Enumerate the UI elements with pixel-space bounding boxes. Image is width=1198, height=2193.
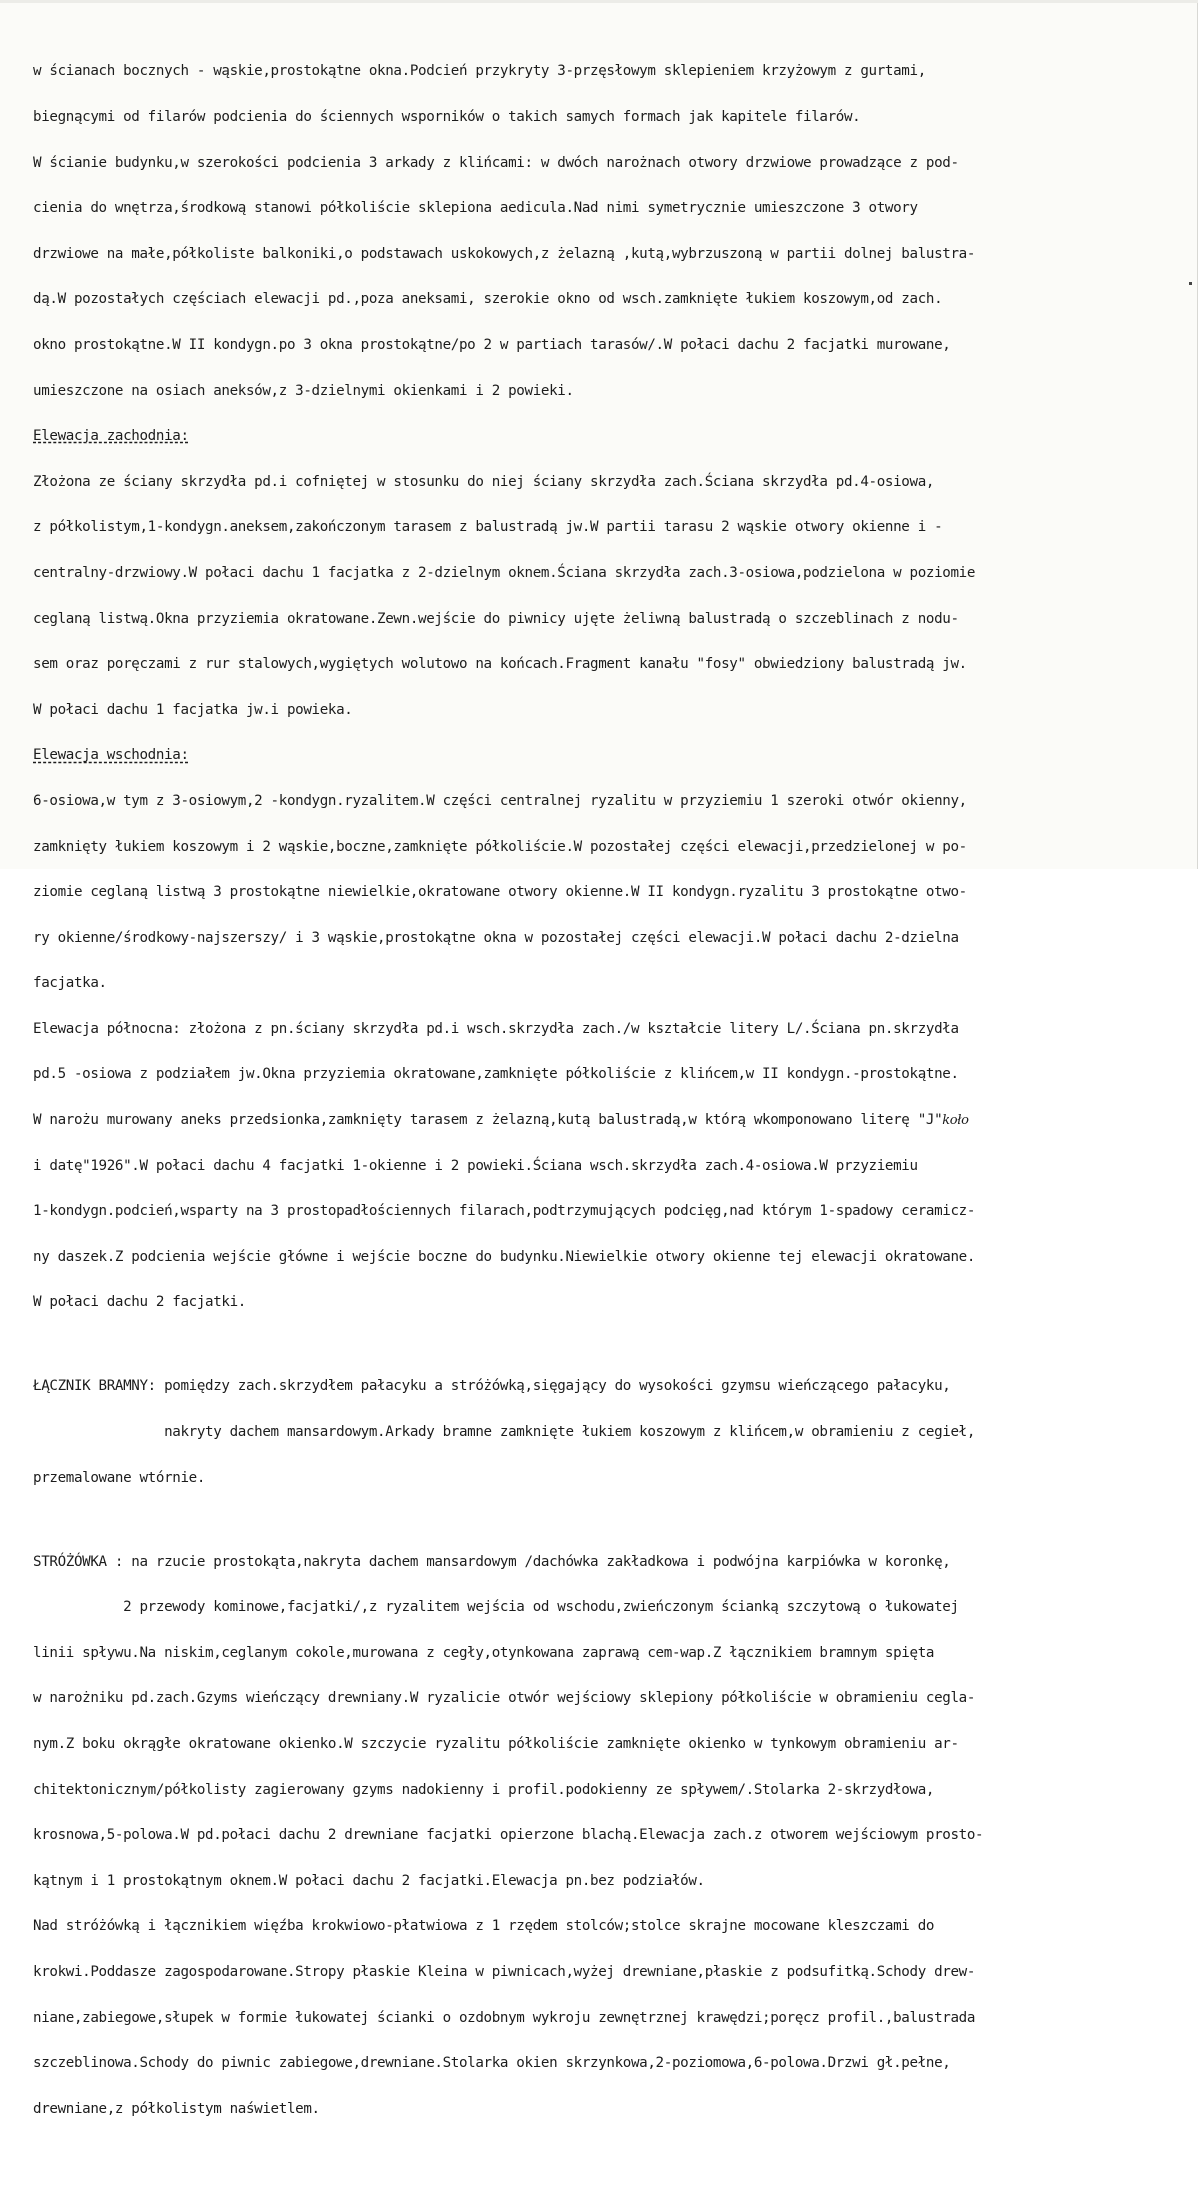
text-line: nym.Z boku okrągłe okratowane okienko.W szczycie ryzalitu półkoliście zamknięte okienko w tynkowym obramieniu ar- bbox=[33, 1736, 959, 1752]
text-line: zamknięty łukiem koszowym i 2 wąskie,boczne,zamknięte półkoliście.W pozostałej części elewacji,przedzielonej w po- bbox=[33, 838, 967, 855]
text-line: linii spływu.Na niskim,ceglanym cokole,murowana z cegły,otynkowana zaprawą cem-wap.Z łącznikiem bramnym spięta bbox=[33, 1644, 935, 1661]
text-line: W ścianie budynku,w szerokości podcienia 3 arkady z klińcami: w dwóch narożnach otwory drzwiowe prowadzące z pod- bbox=[33, 154, 959, 171]
text-line: nakryty dachem mansardowym.Arkady bramne zamknięte łukiem koszowym z klińcem,w obramieniu z cegieł, bbox=[33, 1424, 976, 1441]
section-heading-gate: ŁĄCZNIK BRAMNY: pomiędzy zach.skrzydłem pałacyku a stróżówką,sięgający do wysokości gzymsu wieńczącego pałacyku, bbox=[33, 1378, 951, 1395]
text-line: ry okienne/środkowy-najszerszy/ i 3 wąskie,prostokątne okna w pozostałej części elewacji.W połaci dachu 2-dzielna bbox=[33, 929, 959, 946]
text-line: Złożona ze ściany skrzydła pd.i cofniętej w stosunku do niej ściany skrzydła zach.Ściana skrzydła pd.4-osiowa, bbox=[33, 473, 935, 490]
text-line: drewniane,z półkolistym naświetlem. bbox=[33, 2100, 320, 2117]
text-line: krosnowa,5-polowa.W pd.połaci dachu 2 drewniane facjatki opierzone blachą.Elewacja zach.z otworem wejściowym prosto- bbox=[33, 1827, 984, 1844]
text-line: centralny-drzwiowy.W połaci dachu 1 facjatka z 2-dzielnym oknem.Ściana skrzydła zach.3-osiowa,podzielona w poziomie bbox=[33, 564, 976, 581]
text-line: drzwiowe na małe,półkoliste balkoniki,o podstawach uskokowych,z żelazną ,kutą,wybrzuszoną w partii dolnej balustra- bbox=[33, 245, 976, 262]
text-line: okno prostokątne.W II kondygn.po 3 okna prostokątne/po 2 w partiach tarasów/.W połaci dachu 2 facjatki murowane, bbox=[33, 336, 951, 353]
text-line: umieszczone na osiach aneksów,z 3-dzielnymi okienkami i 2 powieki. bbox=[33, 382, 574, 399]
spacer bbox=[33, 1516, 1193, 1524]
text-line: W połaci dachu 2 facjatki. bbox=[33, 1294, 246, 1311]
text-line bbox=[33, 2147, 1193, 2162]
text-line: i datę"1926".W połaci dachu 4 facjatki 1-okienne i 2 powieki.Ściana wsch.skrzydła zach.4-osiowa.W przyziemiu bbox=[33, 1157, 918, 1174]
text-line: ceglaną listwą.Okna przyziemia okratowane.Zewn.wejście do piwnicy ujęte żeliwną balustradą o szczeblinach z nodu- bbox=[33, 610, 959, 627]
spacer bbox=[33, 1341, 1193, 1349]
text-line: cienia do wnętrza,środkową stanowi półkoliście sklepiona aedicula.Nad nimi symetrycznie umieszczone 3 otwory bbox=[33, 200, 918, 217]
margin-mark bbox=[1189, 282, 1192, 285]
section-heading-east: Elewacja wschodnia: bbox=[33, 747, 189, 764]
text-line: niane,zabiegowe,słupek w formie łukowatej ścianki o ozdobnym wykroju zewnętrznej krawędzi;poręcz profil.,balustrada bbox=[33, 2009, 976, 2026]
text-line: ny daszek.Z podcienia wejście główne i wejście boczne do budynku.Niewielkie otwory okienne tej elewacji okratowane. bbox=[33, 1248, 976, 1265]
text-line: w ścianach bocznych - wąskie,prostokątne okna.Podcień przykryty 3-przęsłowym sklepieniem krzyżowym z gurtami, bbox=[33, 63, 926, 80]
text-line: ziomie ceglaną listwą 3 prostokątne niewielkie,okratowane otwory okienne.W II kondygn.ryzalitu 3 prostokątne otwo- bbox=[33, 884, 967, 901]
section-heading-north: Elewacja północna: złożona z pn.ściany skrzydła pd.i wsch.skrzydła zach./w kształcie litery L/.Ściana pn.skrzydła bbox=[33, 1020, 959, 1037]
text-line: Nad stróżówką i łącznikiem więźba krokwiowo-płatwiowa z 1 rzędem stolców;stolce skrajne mocowane kleszczami do bbox=[33, 1918, 935, 1935]
text-line: szczeblinowa.Schody do piwnic zabiegowe,drewniane.Stolarka okien skrzynkowa,2-poziomowa,6-polowa.Drzwi gł.pełne, bbox=[33, 2055, 951, 2072]
text-line: 6-osiowa,w tym z 3-osiowym,2 -kondygn.ryzalitem.W części centralnej ryzalitu w przyziemiu 1 szeroki otwór okienny, bbox=[33, 792, 967, 809]
text-line: W połaci dachu 1 facjatka jw.i powieka. bbox=[33, 701, 353, 718]
handwritten-note: koło bbox=[942, 1113, 969, 1129]
text-line: chitektonicznym/półkolisty zagierowany gzyms nadokienny i profil.podokienny ze spływem/.Stolarka 2-skrzydłowa, bbox=[33, 1781, 935, 1798]
text-line: w narożniku pd.zach.Gzyms wieńczący drewniany.W ryzalicie otwór wejściowy sklepiony półkoliście w obramieniu cegla- bbox=[33, 1690, 976, 1707]
card-edge bbox=[0, 0, 1198, 3]
text-line: facjatka. bbox=[33, 975, 107, 992]
text-line: z półkolistym,1-kondygn.aneksem,zakończonym tarasem z balustradą jw.W partii tarasu 2 wąskie otwory okienne i - bbox=[33, 519, 943, 536]
text-line: sem oraz poręczami z rur stalowych,wygiętych wolutowo na końcach.Fragment kanału "fosy" obwiedziony balustradą jw. bbox=[33, 656, 967, 673]
text-line: przemalowane wtórnie. bbox=[33, 1469, 206, 1486]
text-line: dą.W pozostałych częściach elewacji pd.,poza aneksami, szerokie okno od wsch.zamknięte łukiem koszowym,od zach. bbox=[33, 291, 943, 308]
text-line bbox=[33, 1113, 1193, 1128]
text-line: pd.5 -osiowa z podziałem jw.Okna przyziemia okratowane,zamknięte półkoliście z klińcem,w II kondygn.-prostokątne. bbox=[33, 1066, 959, 1083]
section-heading-west: Elewacja zachodnia: bbox=[33, 428, 189, 445]
text-line: 2 przewody kominowe,facjatki/,z ryzalitem wejścia od wschodu,zwieńczonym ścianką szczytową o łukowatej bbox=[33, 1599, 959, 1616]
typewritten-text bbox=[33, 34, 1193, 2193]
text-line: 1-kondygn.podcień,wsparty na 3 prostopadłościennych filarach,podtrzymujących podcięg,nad którym 1-spadowy ceramicz- bbox=[33, 1203, 976, 1220]
text-line: krokwi.Poddasze zagospodarowane.Stropy płaskie Kleina w piwnicach,wyżej drewniane,płaskie z podsufitką.Schody drew- bbox=[33, 1963, 976, 1980]
text-line: biegnącymi od filarów podcienia do ściennych wsporników o takich samych formach jak kapitele filarów. bbox=[33, 109, 861, 125]
text-line: kątnym i 1 prostokątnym oknem.W połaci dachu 2 facjatki.Elewacja pn.bez podziałów. bbox=[33, 1872, 705, 1889]
section-heading-lodge: STRÓŻÓWKA : na rzucie prostokąta,nakryta dachem mansardowym /dachówka zakładkowa i podwójna karpiówka w koronkę, bbox=[33, 1553, 951, 1570]
text-fragment: W narożu murowany aneks przedsionka,zamknięty tarasem z żelazną,kutą balustradą,w którą wkomponowano literę "J" bbox=[33, 1112, 943, 1129]
